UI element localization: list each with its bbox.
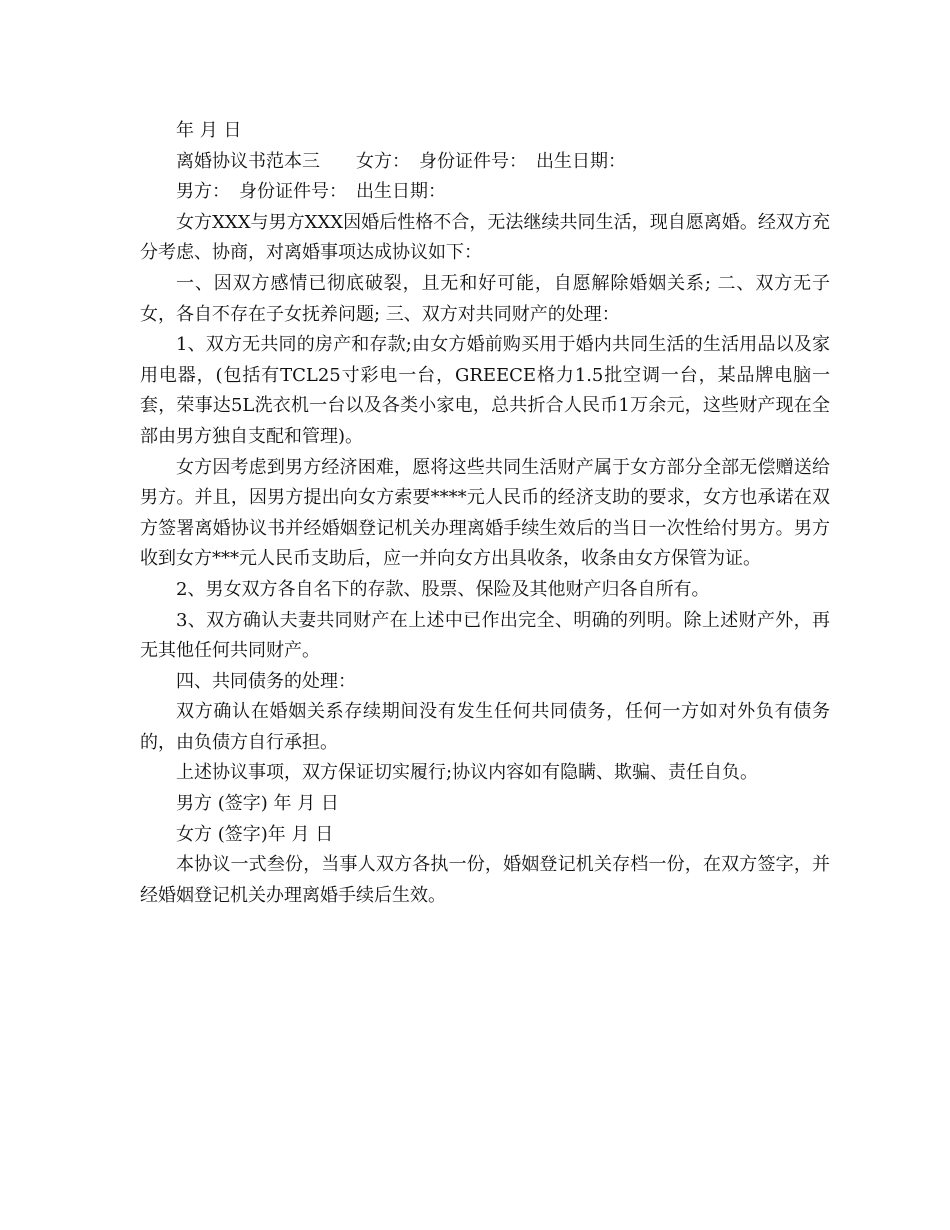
clause-debt-heading: 四、共同债务的处理： (176, 670, 356, 692)
clause-property-gift: 女方因考虑到男方经济困难，愿将这些共同生活财产属于女方部分全部无偿赠送给男方。并且，因男方提出向女方索要****元人民币的经济支助的要求，女方也承诺在双方签署离婚协议书并经婚姻登记机关办理离婚手续生效后的当日一次性给付男方。男方收到女方***元人民币支助后，应一并向女方出具收条，收条由女方保管为证。 (140, 456, 830, 570)
title-female-party-line: 离婚协议书范本三 女方： 身份证件号： 出生日期： (176, 150, 626, 172)
clause-relationship-children: 一、因双方感情已彻底破裂，且无和好可能，自愿解除婚姻关系; 二、双方无子女，各自不存在子女抚养问题; 三、双方对共同财产的处理： (140, 272, 830, 325)
clause-debt-body: 双方确认在婚姻关系存续期间没有发生任何共同债务，任何一方如对外负有债务的，由负债方自行承担。 (140, 701, 830, 753)
intro-paragraph: 女方XXX与男方XXX因婚后性格不合，无法继续共同生活，现自愿离婚。经双方充分考虑、协商，对离婚事项达成协议如下： (140, 211, 830, 264)
female-signature-line: 女方 (签字)年 月 日 (176, 823, 334, 845)
male-signature-line: 男方 (签字) 年 月 日 (176, 793, 339, 815)
document-body (140, 116, 830, 911)
guarantee-paragraph: 上述协议事项，双方保证切实履行;协议内容如有隐瞒、欺骗、责任自负。 (176, 762, 759, 784)
clause-property-2: 2、男女双方各自名下的存款、股票、保险及其他财产归各自所有。 (176, 578, 710, 600)
date-line: 年 月 日 (176, 120, 242, 141)
male-party-line: 男方： 身份证件号： 出生日期： (176, 181, 446, 203)
clause-property-1: 1、双方无共同的房产和存款;由女方婚前购买用于婚内共同生活的生活用品以及家用电器，(包括有TCL25寸彩电一台，GREECE格力1.5批空调一台，某品牌电脑一套，荣事达5L洗衣机一台以及各类小家电，总共折合人民币1万余元，这些财产现在全部由男方独自支配和管理)。 (140, 334, 830, 447)
clause-property-3: 3、双方确认夫妻共同财产在上述中已作出完全、明确的列明。除上述财产外，再无其他任何共同财产。 (140, 609, 830, 662)
copies-paragraph: 本协议一式叁份，当事人双方各执一份，婚姻登记机关存档一份，在双方签字，并经婚姻登记机关办理离婚手续后生效。 (140, 854, 830, 906)
